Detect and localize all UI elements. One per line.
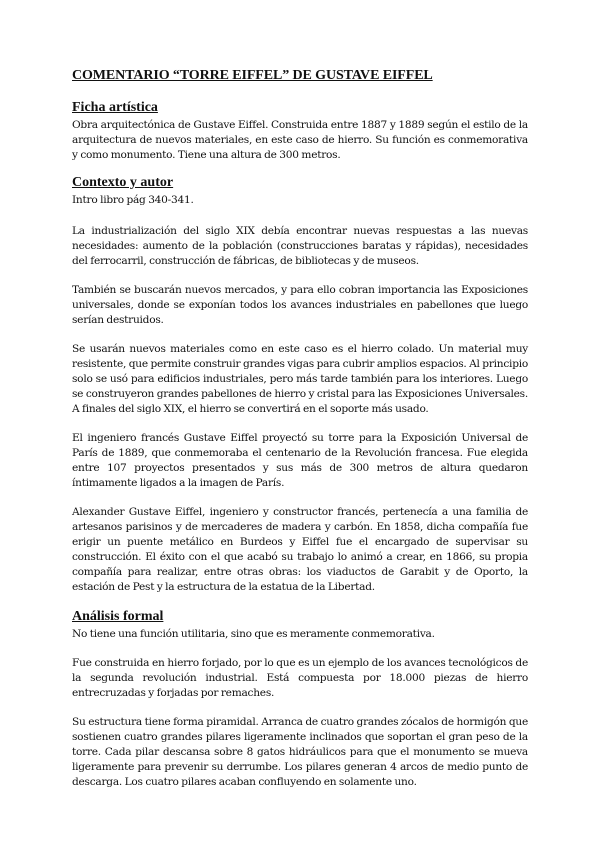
page-title: COMENTARIO “TORRE EIFFEL” DE GUSTAVE EIFFEL bbox=[72, 68, 433, 83]
analisis-paragraph: No tiene una función utilitaria, sino que es meramente conmemorativa. bbox=[72, 628, 435, 640]
analisis-paragraph: Fue construida en hierro forjado, por lo que es un ejemplo de los avances tecnológicos de la segunda revolución industrial. Está compuesta por 18.000 piezas de hierro entrecruzadas y forjadas por remaches. bbox=[72, 657, 528, 699]
analisis-formal-heading: Análisis formal bbox=[72, 609, 164, 624]
contexto-autor-heading: Contexto y autor bbox=[72, 175, 174, 190]
contexto-reference: Intro libro pág 340-341. bbox=[72, 194, 194, 206]
contexto-paragraph: La industrialización del siglo XIX debía encontrar nuevas respuestas a las nuevas necesidades: aumento de la población (construcciones baratas y rápidas), necesidades del ferrocarril, construcción de fábricas, de bibliotecas y de museos. bbox=[72, 225, 528, 267]
contexto-paragraph: El ingeniero francés Gustave Eiffel proyectó su torre para la Exposición Universal de París de 1889, que conmemoraba el centenario de la Revolución francesa. Fue elegida entre 107 proyectos presentados y sus más de 300 metros de altura quedaron íntimamente ligados a la imagen de París. bbox=[72, 432, 528, 489]
analisis-formal-section bbox=[72, 609, 528, 790]
contexto-paragraph: Se usarán nuevos materiales como en este caso es el hierro colado. Un material muy resistente, que permite construir grandes vigas para cubrir amplios espacios. Al principio solo se usó para edificios industriales, pero más tarde también para los interiores. Luego se construyeron grandes pabellones de hierro y cristal para las Exposiciones Universales. A finales del siglo XIX, el hierro se convertirá en el soporte más usado. bbox=[72, 343, 528, 415]
ficha-artistica-section bbox=[72, 100, 528, 163]
analisis-paragraph: Su estructura tiene forma piramidal. Arranca de cuatro grandes zócalos de hormigón que sostienen cuatro grandes pilares ligeramente inclinados que soportan el gran peso de la torre. Cada pilar descansa sobre 8 gatos hidráulicos para que el monumento se mueva ligeramente para prevenir su derrumbe. Los pilares generan 4 arcos de medio punto de descarga. Los cuatro pilares acaban confluyendo en solamente uno. bbox=[72, 716, 528, 788]
contexto-autor-section bbox=[72, 175, 528, 595]
ficha-artistica-heading: Ficha artística bbox=[72, 100, 158, 115]
ficha-artistica-paragraph: Obra arquitectónica de Gustave Eiffel. Construida entre 1887 y 1889 según el estilo de la arquitectura de nuevos materiales, en este caso de hierro. Su función es conmemorativa y como monumento. Tiene una altura de 300 metros. bbox=[72, 119, 528, 161]
contexto-paragraph: También se buscarán nuevos mercados, y para ello cobran importancia las Exposiciones universales, donde se exponían todos los avances industriales en pabellones que luego serían destruidos. bbox=[72, 284, 528, 326]
contexto-paragraph: Alexander Gustave Eiffel, ingeniero y constructor francés, pertenecía a una familia de artesanos parisinos y de mercaderes de madera y carbón. En 1858, dicha compañía fue erigir un puente metálico en Burdeos y Eiffel fue el encargado de supervisar su construcción. El éxito con el que acabó su trabajo lo animó a crear, en 1866, su propia compañía para realizar, entre otras obras: los viaductos de Garabit y de Oporto, la estación de Pest y la estructura de la estatua de la Libertad. bbox=[72, 506, 528, 593]
